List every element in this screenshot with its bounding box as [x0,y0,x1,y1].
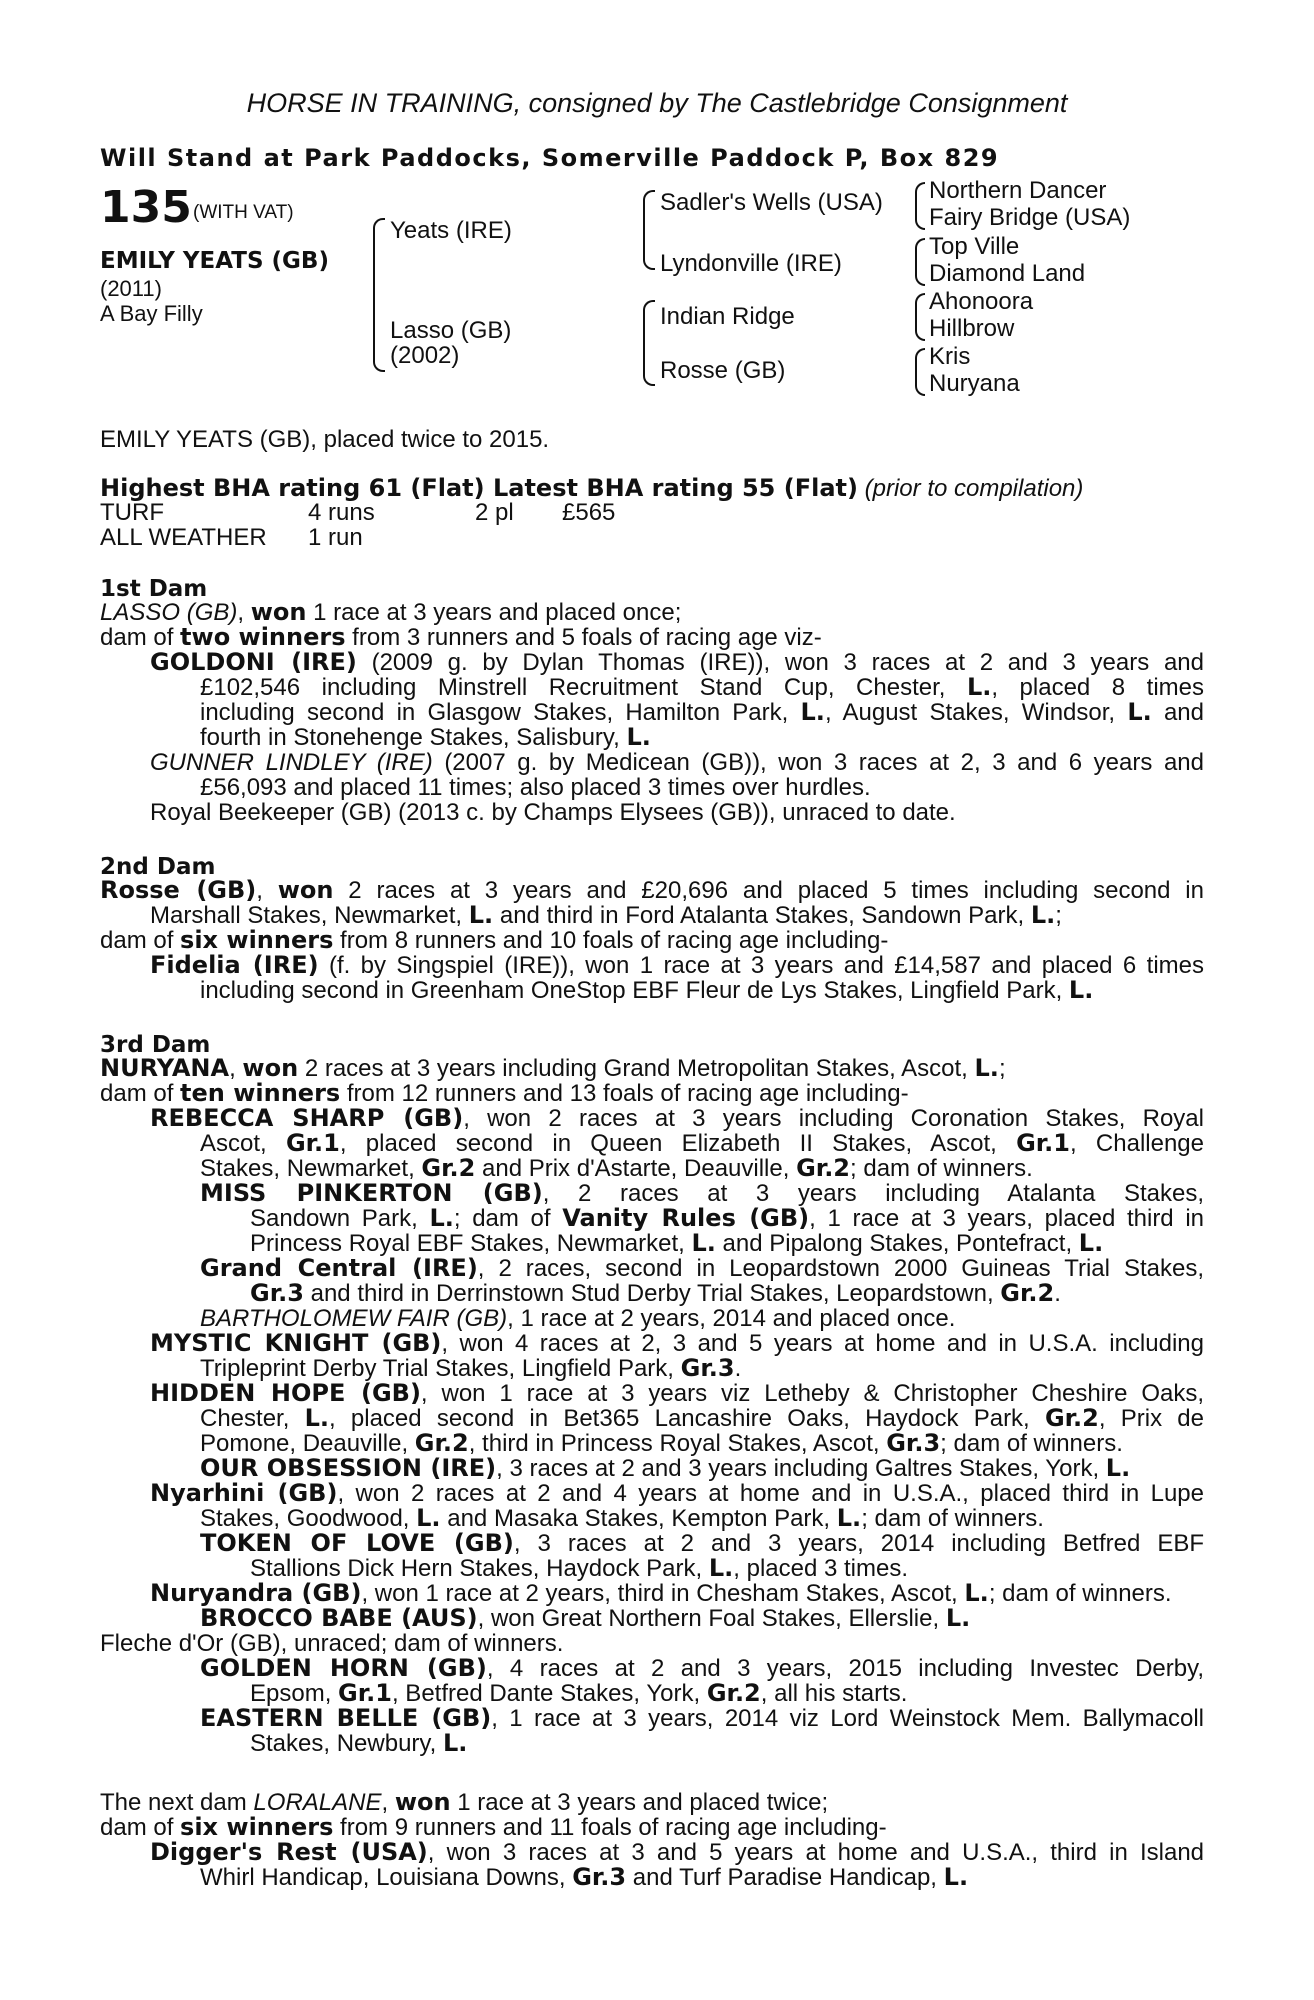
grand-central-line-1 [200,1256,1204,1281]
progeny-name: GUNNER LINDLEY (IRE) [150,749,433,776]
text: Epsom, [250,1680,339,1707]
winners-count: six winners [180,1813,334,1841]
first-dam-line-1 [100,600,1204,625]
eastern-belle-line-2 [250,1731,1204,1756]
great-grandsire-5: Ahonoora [929,288,1034,315]
fidelia-line-2 [200,978,1204,1003]
nyarhini-line-1 [150,1481,1204,1506]
progeny-name: MYSTIC KNIGHT (GB) [150,1329,442,1357]
listed: L. [416,1504,441,1532]
great-grandsire-4: Diamond Land [929,260,1086,287]
turf-prize: £565 [562,499,616,526]
progeny-name: MISS PINKERTON (GB) [200,1179,543,1207]
great-grandsire-6: Hillbrow [929,315,1015,342]
text: , placed second in Queen Elizabeth II Stakes, Ascot, [339,1130,1017,1157]
text: 1 race at 3 years and placed once; [306,599,682,626]
progeny-name: BARTHOLOMEW FAIR (GB) [200,1305,508,1332]
obsession-line [200,1456,1204,1481]
text: and third in Derrinstown Stud Derby Trial Stakes, Leopardstown, [303,1280,1001,1307]
text: , 1 race at 3 years, placed third in [809,1205,1205,1232]
pedigree-brace-g1 [915,182,925,230]
progeny-name: Fidelia (IRE) [150,951,319,979]
eastern-belle-line-1 [200,1706,1204,1731]
text: from 3 runners and 5 foals of racing age viz- [345,624,822,651]
text: , Betfred Dante Stakes, York, [391,1680,707,1707]
progeny-name: GOLDEN HORN (GB) [200,1654,487,1682]
progeny-name: Digger's Rest (USA) [150,1838,428,1866]
progeny-name: EASTERN BELLE (GB) [200,1704,492,1732]
group: Gr.1 [1016,1129,1070,1157]
first-dam-line-2 [100,625,1204,650]
text: , won Great Northern Foal Stakes, Ellerslie, [477,1605,946,1632]
progeny-name: Grand Central (IRE) [200,1254,478,1282]
goldoni-line-3 [200,700,1204,725]
group: Gr.3 [250,1279,304,1307]
royal-beekeeper-line: Royal Beekeeper (GB) (2013 c. by Champs Elysees (GB)), unraced to date. [150,799,956,826]
golden-horn-line-1 [200,1656,1204,1681]
text: and Pipalong Stakes, Pontefract, [715,1230,1079,1257]
group: Gr.1 [338,1679,392,1707]
pinkerton-line-2 [250,1206,1204,1231]
dam-name: NURYANA [100,1054,230,1082]
third-dam-heading: 3rd Dam [100,1032,211,1058]
group: Gr.2 [414,1429,469,1457]
text: Stakes, Newbury, [250,1730,443,1757]
text: dam of [100,1814,181,1841]
text: Ascot, [200,1130,286,1157]
text: , 3 races at 2 and 3 years including Galtres Stakes, York, [496,1455,1106,1482]
goldoni-line-4 [200,725,1204,750]
gunner-line-2: £56,093 and placed 11 times; also placed 3 times over hurdles. [200,774,871,801]
listed: L. [1127,698,1152,726]
hidden-hope-line-3 [200,1431,1204,1456]
text: , Challenge [1070,1130,1204,1157]
progeny-name: Vanity Rules (GB) [562,1204,810,1232]
text: , 1 race at 2 years, 2014 and placed once. [507,1305,956,1332]
progeny-name: Nyarhini (GB) [150,1479,338,1507]
text: and Turf Paradise Handicap, [626,1864,944,1891]
text: , Prix de [1098,1405,1204,1432]
pedigree-brace-g2 [915,238,925,286]
listed: L. [708,1554,734,1582]
text: ; [1055,902,1062,929]
race-summary: EMILY YEATS (GB), placed twice to 2015. [100,426,550,453]
third-dam-line-2 [100,1081,1204,1106]
rebecca-line-1 [150,1106,1204,1131]
pedigree-brace-sire [643,190,655,270]
text: Sandown Park, [250,1205,430,1232]
group: Gr.2 [1044,1404,1099,1432]
text: Princess Royal EBF Stakes, Newmarket, [250,1230,692,1257]
grandsire-1: Sadler's Wells (USA) [660,189,883,216]
pinkerton-line-3 [250,1231,1204,1256]
second-dam-heading: 2nd Dam [100,854,216,880]
text: ; dam of winners. [861,1505,1044,1532]
great-grandsire-7: Kris [929,343,971,370]
group: Gr.3 [886,1429,941,1457]
text: ; [998,1055,1006,1082]
group: Gr.3 [572,1863,627,1891]
pedigree-brace-g3 [915,293,925,341]
text: from 9 runners and 11 foals of racing age including- [333,1814,887,1841]
nyarhini-line-2 [200,1506,1204,1531]
turf-runs: 4 runs [308,499,375,526]
group: Gr.2 [796,1154,851,1182]
text: fourth in Stonehenge Stakes, Salisbury, [200,724,627,751]
mystic-line-2 [200,1356,1204,1381]
listed: L. [974,1054,999,1082]
winners-count: ten winners [180,1079,341,1107]
won-label: won [250,598,307,626]
next-dam-line-1 [100,1790,1204,1815]
text: The next dam [100,1789,254,1816]
text: Stallions Dick Hern Stakes, Haydock Park, [250,1555,709,1582]
group: Gr.3 [680,1354,735,1382]
rating-note: (prior to compilation) [864,475,1084,502]
text: Whirl Handicap, Louisiana Downs, [200,1864,573,1891]
listed: L. [836,1504,862,1532]
text: ; dam of winners. [988,1580,1172,1607]
second-dam-line-2 [150,903,1204,928]
next-dam-line-2 [100,1815,1204,1840]
listed: L. [691,1229,716,1257]
token-line-1 [200,1531,1204,1556]
grandsire-3: Indian Ridge [660,303,795,330]
text: , [256,877,278,904]
great-grandsire-8: Nuryana [929,370,1020,397]
progeny-name: GOLDONI (IRE) [150,648,357,676]
second-dam-line-3 [100,928,1204,953]
text: Marshall Stakes, Newmarket, [150,902,469,929]
bartholomew-line [200,1306,1204,1331]
text: and [1151,699,1205,726]
listed: L. [943,1863,969,1891]
goldoni-line-1 [150,650,1204,675]
text: , 2 races, second in Leopardstown 2000 Guineas Trial Stakes, [477,1255,1205,1282]
token-line-2 [250,1556,1204,1581]
text: and Masaka Stakes, Kempton Park, [440,1505,837,1532]
text: 2 races at 3 years and £20,696 and placed 5 times including second in [333,877,1204,904]
nuryandra-line [150,1581,1204,1606]
text: Tripleprint Derby Trial Stakes, Lingfield Park, [200,1355,681,1382]
progeny-name: OUR OBSESSION (IRE) [200,1454,497,1482]
all-weather-label: ALL WEATHER [100,524,267,551]
dam-name: Rosse (GB) [100,876,257,904]
text: , won 2 races at 3 years including Coronation Stakes, Royal [463,1105,1204,1132]
great-grandsire-2: Fairy Bridge (USA) [929,204,1131,231]
text: Pomone, Deauville, [200,1430,415,1457]
text: , placed 3 times. [733,1555,909,1582]
dam-name: Lasso (GB) [390,317,512,344]
text: , [237,599,251,626]
all-weather-runs: 1 run [308,524,363,551]
text: , 3 races at 2 and 3 years, 2014 including Betfred EBF [513,1530,1205,1557]
dam-name-italic: LASSO (GB) [100,599,238,626]
text: dam of [100,624,181,651]
progeny-name: REBECCA SHARP (GB) [150,1104,464,1132]
goldoni-line-2 [200,675,1204,700]
stand-location: Will Stand at Park Paddocks, Somerville Paddock P, Box 829 [100,144,1000,172]
listed: L. [1068,976,1094,1004]
text: , August Stakes, Windsor, [824,699,1128,726]
third-dam-line-1 [100,1056,1204,1081]
text: , won 1 race at 2 years, third in Chesham Stakes, Ascot, [361,1580,965,1607]
vat-label: (WITH VAT) [193,202,294,223]
listed: L. [1030,901,1056,929]
pedigree-brace-dam [643,300,655,386]
horse-name: EMILY YEATS (GB) [100,248,329,274]
listed: L. [429,1204,454,1232]
second-dam-line-1 [100,878,1204,903]
grand-central-line-2 [250,1281,1204,1306]
text: ; dam of winners. [850,1155,1033,1182]
text: , won 2 races at 2 and 4 years at home and in U.S.A., placed third in Lupe [337,1480,1205,1507]
text: (2009 g. by Dylan Thomas (IRE)), won 3 races at 2 and 3 years and [356,649,1204,676]
text: , [381,1789,395,1816]
text: including second in Greenham OneStop EBF Fleur de Lys Stakes, Lingfield Park, [200,977,1069,1004]
listed: L. [1078,1229,1104,1257]
fleche-line: Fleche d'Or (GB), unraced; dam of winners. [100,1630,564,1657]
fidelia-line-1 [150,953,1204,978]
text: , won 1 race at 3 years viz Letheby & Christopher Cheshire Oaks, [420,1380,1205,1407]
text: , 2 races at 3 years including Atalanta Stakes, [542,1180,1204,1207]
text: (f. by Singspiel (IRE)), won 1 race at 3 years and £14,587 and placed 6 times [318,952,1204,979]
text: ; dam of winners. [940,1430,1123,1457]
text: from 8 runners and 10 foals of racing age including- [333,927,889,954]
progeny-name: TOKEN OF LOVE (GB) [200,1529,514,1557]
text: dam of [100,927,181,954]
listed: L. [304,1404,330,1432]
great-grandsire-1: Northern Dancer [929,177,1107,204]
sire-name: Yeats (IRE) [390,217,512,244]
text: including second in Glasgow Stakes, Hamilton Park, [200,699,801,726]
winners-count: six winners [180,926,334,954]
group: Gr.2 [421,1154,476,1182]
text: , placed 8 times [991,674,1204,701]
won-label: won [242,1054,299,1082]
text: dam of [100,1080,181,1107]
text: Stakes, Newmarket, [200,1155,422,1182]
text: , 1 race at 3 years, 2014 viz Lord Weinstock Mem. Ballymacoll [491,1705,1204,1732]
listed: L. [442,1729,468,1757]
listed: L. [1105,1454,1131,1482]
page-title: HORSE IN TRAINING, consigned by The Castlebridge Consignment [246,88,1068,118]
mystic-line-1 [150,1331,1204,1356]
turf-placed: 2 pl [475,499,514,526]
text: Chester, [200,1405,305,1432]
text: , [229,1055,243,1082]
bha-ratings [100,476,1083,501]
horse-description: A Bay Filly [100,301,203,326]
text: , third in Princess Royal Stakes, Ascot, [468,1430,887,1457]
won-label: won [277,876,334,904]
text: and third in Ford Atalanta Stakes, Sandown Park, [493,902,1031,929]
text: . [1054,1280,1061,1307]
listed: L. [468,901,494,929]
text: (2007 g. by Medicean (GB)), won 3 races at 2, 3 and 6 years and [432,749,1204,776]
listed: L. [966,673,992,701]
text: , won 3 races at 3 and 5 years at home and U.S.A., third in Island [427,1839,1205,1866]
text: , placed second in Bet365 Lancashire Oaks, Haydock Park, [329,1405,1045,1432]
grandsire-2: Lyndonville (IRE) [660,250,842,277]
golden-horn-line-2 [250,1681,1204,1706]
turf-label: TURF [100,499,164,526]
text: Stakes, Goodwood, [200,1505,417,1532]
winners-count: two winners [180,623,346,651]
dam-year: (2002) [390,342,460,369]
first-dam-heading: 1st Dam [100,576,208,602]
lot-number: 135 [100,182,192,233]
text: 1 race at 3 years and placed twice; [450,1789,829,1816]
text: ; dam of [453,1205,563,1232]
pedigree-brace-g4 [915,348,925,396]
pinkerton-line-1 [200,1181,1204,1206]
text: , 4 races at 2 and 3 years, 2015 including Investec Derby, [486,1655,1204,1682]
rebecca-line-2 [200,1131,1204,1156]
text: 2 races at 3 years including Grand Metropolitan Stakes, Ascot, [298,1055,975,1082]
listed: L. [626,723,651,751]
hidden-hope-line-2 [200,1406,1204,1431]
diggers-rest-line-2 [200,1865,1204,1890]
text: . [734,1355,742,1382]
text: and Prix d'Astarte, Deauville, [475,1155,797,1182]
progeny-name: BROCCO BABE (AUS) [200,1604,478,1632]
diggers-rest-line-1 [150,1840,1204,1865]
dam-name: LORALANE [253,1789,382,1816]
listed: L. [964,1579,989,1607]
text: from 12 runners and 13 foals of racing age including- [340,1080,909,1107]
horse-year: (2011) [100,276,162,301]
bha-rating-line: Highest BHA rating 61 (Flat) Latest BHA rating 55 (Flat) [100,474,858,502]
listed: L. [800,698,825,726]
text: , all his starts. [760,1680,908,1707]
hidden-hope-line-1 [150,1381,1204,1406]
pedigree-brace-main [373,218,385,372]
brocco-line [200,1606,1204,1631]
text: £102,546 including Minstrell Recruitment Stand Cup, Chester, [200,674,967,701]
won-label: won [394,1788,451,1816]
group: Gr.1 [285,1129,340,1157]
listed: L. [945,1604,971,1632]
gunner-line-1 [150,750,1204,775]
group: Gr.2 [1000,1279,1055,1307]
progeny-name: HIDDEN HOPE (GB) [150,1379,421,1407]
rebecca-line-3 [200,1156,1204,1181]
great-grandsire-3: Top Ville [929,233,1020,260]
grandsire-4: Rosse (GB) [660,357,786,384]
group: Gr.2 [706,1679,761,1707]
progeny-name: Nuryandra (GB) [150,1579,362,1607]
text: , won 4 races at 2, 3 and 5 years at home and in U.S.A. including [441,1330,1204,1357]
